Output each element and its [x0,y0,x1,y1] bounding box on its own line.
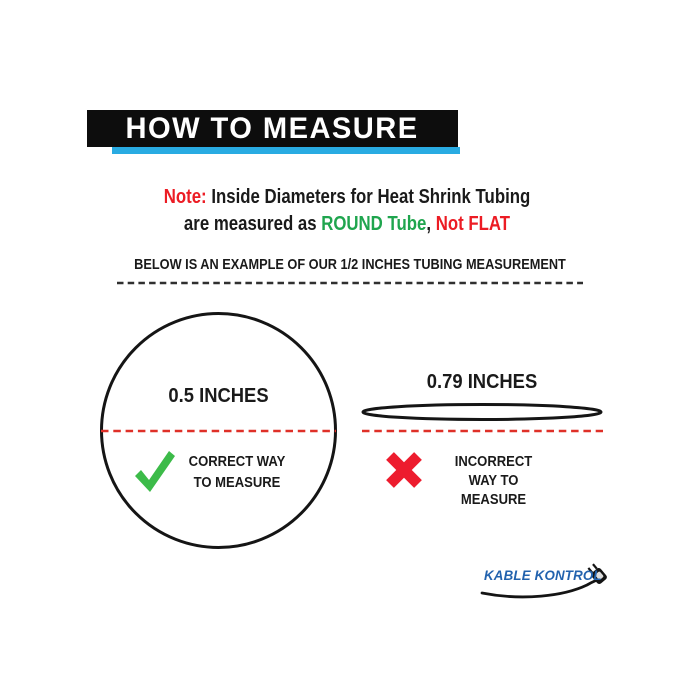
note-line2-prefix: are measured as [183,213,322,235]
flat-measurement-line [362,428,603,434]
round-diameter-label: 0.5 INCHES [168,385,269,407]
correct-caption [177,452,298,493]
header-bar [87,110,458,147]
check-icon [133,448,177,494]
incorrect-caption-line1: INCORRECT [454,454,533,470]
page-title: HOW TO MEASURE [125,111,420,145]
brand-name: KABLE KONTROL [484,567,602,583]
note-label: Note: [163,186,207,208]
note-line1-text: Inside Diameters for Heat Shrink Tubing [206,186,531,208]
example-caption: BELOW IS AN EXAMPLE OF OUR 1/2 INCHES TUBING MEASUREMENT [134,256,566,273]
note-line-2 [53,211,641,238]
note-not-flat-text: Not FLAT [435,213,511,235]
note-round-tube-text: ROUND Tube [321,213,427,235]
correct-caption-line1: CORRECT WAY [188,454,286,470]
header-accent-bar [112,147,460,154]
x-shape [390,456,418,484]
flat-tube-outline [363,405,601,420]
flat-diameter-label: 0.79 INCHES [426,371,538,393]
flat-tube-ellipse [360,401,604,423]
note-block [0,184,697,238]
round-measurement-line [100,428,337,434]
accent-rect [112,147,460,154]
note-line-1 [53,184,641,211]
correct-caption-line2: TO MEASURE [193,474,281,491]
incorrect-caption [445,453,541,510]
dashed-separator-line [116,280,584,286]
x-icon [385,451,423,489]
incorrect-caption-line3: MEASURE [460,492,527,508]
note-line2-separator: , [426,213,436,235]
incorrect-caption-line2: WAY TO [468,473,519,489]
check-shape [135,451,175,492]
brand-logo [478,562,618,604]
